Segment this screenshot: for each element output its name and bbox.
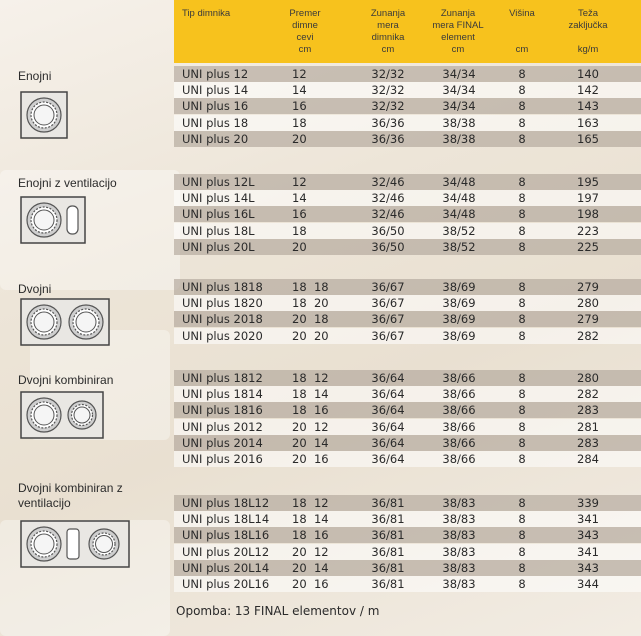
table-row (174, 206, 641, 222)
cell-name: UNI plus 14L (182, 191, 255, 206)
group-label-dvojni-kombiniran-ventilacija: Dvojni kombiniran z ventilacijo (18, 481, 123, 510)
double-chimney-icon (20, 298, 110, 346)
cell-premer: 18 16 (292, 528, 329, 543)
cell-final: 38/83 (442, 528, 476, 543)
cell-name: UNI plus 12L (182, 175, 255, 189)
cell-zunanja: 36/81 (371, 528, 405, 543)
cell-teza: 341 (577, 544, 599, 559)
cell-premer: 18 12 (292, 371, 329, 385)
cell-teza: 284 (577, 452, 599, 466)
cell-teza: 280 (577, 371, 599, 385)
cell-final: 38/66 (442, 435, 476, 450)
table-header (174, 0, 641, 63)
cell-name: UNI plus 18L12 (182, 496, 270, 510)
cell-teza: 197 (577, 191, 599, 206)
cell-premer: 18 14 (292, 387, 329, 402)
cell-zunanja: 36/50 (371, 223, 405, 238)
cell-final: 34/48 (442, 175, 476, 189)
cell-teza: 198 (577, 207, 599, 222)
cell-zunanja: 32/32 (371, 67, 405, 81)
table-row (174, 527, 641, 543)
cell-visina: 8 (518, 328, 526, 343)
header-premer: Premer dimne cevi cm (289, 8, 321, 55)
header-visina: Višina cm (509, 8, 535, 55)
cell-zunanja: 36/64 (371, 435, 405, 450)
cell-name: UNI plus 2020 (182, 328, 263, 343)
cell-teza: 163 (577, 115, 599, 130)
cell-teza: 223 (577, 223, 599, 238)
cell-visina: 8 (518, 387, 526, 402)
cell-premer: 16 (292, 99, 307, 114)
cell-zunanja: 36/64 (371, 371, 405, 385)
cell-visina: 8 (518, 528, 526, 543)
table-row (174, 131, 641, 147)
cell-zunanja: 36/81 (371, 512, 405, 527)
cell-premer: 20 16 (292, 577, 329, 591)
cell-teza: 142 (577, 83, 599, 98)
cell-name: UNI plus 18L14 (182, 512, 270, 527)
cell-teza: 140 (577, 67, 599, 81)
cell-teza: 282 (577, 328, 599, 343)
cell-teza: 282 (577, 387, 599, 402)
table-row (174, 544, 641, 560)
cell-visina: 8 (518, 175, 526, 189)
cell-premer: 20 14 (292, 560, 329, 575)
cell-visina: 8 (518, 67, 526, 81)
double-combined-chimney-icon (20, 391, 104, 439)
cell-final: 38/66 (442, 387, 476, 402)
cell-zunanja: 32/32 (371, 83, 405, 98)
cell-teza: 280 (577, 296, 599, 311)
cell-premer: 20 (292, 131, 307, 146)
cell-zunanja: 36/64 (371, 419, 405, 434)
cell-visina: 8 (518, 419, 526, 434)
cell-final: 38/66 (442, 371, 476, 385)
cell-premer: 20 12 (292, 419, 329, 434)
cell-final: 38/38 (442, 131, 476, 146)
cell-name: UNI plus 2014 (182, 435, 263, 450)
cell-name: UNI plus 20L12 (182, 544, 270, 559)
cell-name: UNI plus 20L14 (182, 560, 270, 575)
cell-final: 38/83 (442, 577, 476, 591)
table-row (174, 174, 641, 190)
group-label-enojni: Enojni (18, 69, 52, 83)
cell-zunanja: 32/46 (371, 191, 405, 206)
cell-premer: 14 (292, 83, 307, 98)
single-chimney-ventilation-icon (20, 196, 86, 244)
cell-teza: 343 (577, 560, 599, 575)
cell-zunanja: 32/46 (371, 207, 405, 222)
cell-teza: 343 (577, 528, 599, 543)
table-row (174, 370, 641, 386)
cell-zunanja: 36/64 (371, 452, 405, 466)
cell-final: 38/66 (442, 403, 476, 418)
cell-premer: 20 20 (292, 328, 329, 343)
cell-visina: 8 (518, 512, 526, 527)
cell-visina: 8 (518, 403, 526, 418)
header-teza: Teža zaključka kg/m (568, 8, 608, 55)
cell-final: 34/48 (442, 207, 476, 222)
group-label-dvojni: Dvojni (18, 282, 52, 296)
cell-teza: 281 (577, 419, 599, 434)
cell-name: UNI plus 16L (182, 207, 255, 222)
cell-visina: 8 (518, 435, 526, 450)
cell-premer: 12 (292, 67, 307, 81)
cell-zunanja: 36/64 (371, 403, 405, 418)
cell-premer: 18 12 (292, 496, 329, 510)
cell-final: 34/48 (442, 191, 476, 206)
cell-premer: 20 16 (292, 452, 329, 466)
cell-teza: 283 (577, 435, 599, 450)
cell-zunanja: 36/50 (371, 239, 405, 254)
cell-visina: 8 (518, 280, 526, 294)
cell-name: UNI plus 16 (182, 99, 249, 114)
cell-name: UNI plus 18 (182, 115, 249, 130)
table-row (174, 279, 641, 295)
table-row (174, 451, 641, 467)
cell-final: 38/66 (442, 452, 476, 466)
cell-zunanja: 36/36 (371, 131, 405, 146)
cell-visina: 8 (518, 191, 526, 206)
cell-final: 38/38 (442, 115, 476, 130)
cell-final: 38/83 (442, 560, 476, 575)
cell-premer: 18 18 (292, 280, 329, 294)
cell-final: 38/83 (442, 512, 476, 527)
cell-teza: 279 (577, 312, 599, 327)
table-row (174, 239, 641, 255)
group-label-enojni-ventilacija: Enojni z ventilacijo (18, 176, 117, 190)
table-row (174, 98, 641, 114)
cell-premer: 18 (292, 223, 307, 238)
header-zunanja: Zunanja mera dimnika cm (370, 8, 406, 55)
cell-teza: 143 (577, 99, 599, 114)
cell-final: 34/34 (442, 67, 476, 81)
cell-name: UNI plus 20L16 (182, 577, 270, 591)
table-row (174, 386, 641, 402)
header-tip: Tip dimnika (182, 8, 231, 19)
cell-zunanja: 36/67 (371, 296, 405, 311)
cell-name: UNI plus 20L (182, 239, 255, 254)
cell-premer: 18 (292, 115, 307, 130)
cell-zunanja: 36/81 (371, 496, 405, 510)
cell-final: 38/69 (442, 280, 476, 294)
cell-zunanja: 32/32 (371, 99, 405, 114)
cell-name: UNI plus 1818 (182, 280, 263, 294)
cell-zunanja: 36/81 (371, 560, 405, 575)
table-row (174, 560, 641, 576)
cell-name: UNI plus 1812 (182, 371, 263, 385)
cell-name: UNI plus 2012 (182, 419, 263, 434)
cell-premer: 14 (292, 191, 307, 206)
cell-final: 38/83 (442, 496, 476, 510)
cell-premer: 18 14 (292, 512, 329, 527)
cell-visina: 8 (518, 371, 526, 385)
cell-visina: 8 (518, 239, 526, 254)
cell-visina: 8 (518, 131, 526, 146)
cell-visina: 8 (518, 83, 526, 98)
cell-final: 38/69 (442, 312, 476, 327)
cell-visina: 8 (518, 99, 526, 114)
table-row (174, 82, 641, 98)
cell-teza: 195 (577, 175, 599, 189)
cell-name: UNI plus 18L16 (182, 528, 270, 543)
cell-visina: 8 (518, 312, 526, 327)
cell-premer: 20 12 (292, 544, 329, 559)
footnote: Opomba: 13 FINAL elementov / m (176, 604, 380, 618)
table-row (174, 223, 641, 239)
table-row (174, 435, 641, 451)
cell-teza: 339 (577, 496, 599, 510)
table-row (174, 115, 641, 131)
cell-premer: 20 (292, 239, 307, 254)
cell-final: 38/69 (442, 296, 476, 311)
cell-name: UNI plus 18L (182, 223, 255, 238)
cell-zunanja: 36/81 (371, 544, 405, 559)
cell-zunanja: 36/81 (371, 577, 405, 591)
cell-visina: 8 (518, 496, 526, 510)
cell-visina: 8 (518, 452, 526, 466)
single-chimney-icon (20, 91, 68, 139)
cell-name: UNI plus 2018 (182, 312, 263, 327)
cell-zunanja: 36/67 (371, 328, 405, 343)
table-row (174, 495, 641, 511)
table-row (174, 576, 641, 592)
cell-visina: 8 (518, 544, 526, 559)
cell-name: UNI plus 2016 (182, 452, 263, 466)
table-row (174, 419, 641, 435)
cell-zunanja: 36/67 (371, 312, 405, 327)
cell-visina: 8 (518, 560, 526, 575)
cell-premer: 20 14 (292, 435, 329, 450)
cell-final: 34/34 (442, 83, 476, 98)
cell-final: 38/52 (442, 223, 476, 238)
cell-visina: 8 (518, 223, 526, 238)
cell-final: 38/52 (442, 239, 476, 254)
table-row (174, 311, 641, 327)
table-row (174, 328, 641, 344)
cell-visina: 8 (518, 577, 526, 591)
cell-name: UNI plus 20 (182, 131, 249, 146)
cell-visina: 8 (518, 207, 526, 222)
cell-teza: 225 (577, 239, 599, 254)
cell-teza: 283 (577, 403, 599, 418)
cell-zunanja: 36/67 (371, 280, 405, 294)
cell-premer: 12 (292, 175, 307, 189)
cell-visina: 8 (518, 115, 526, 130)
cell-name: UNI plus 12 (182, 67, 249, 81)
cell-final: 38/66 (442, 419, 476, 434)
table-row (174, 190, 641, 206)
header-final: Zunanja mera FINAL element cm (432, 8, 484, 55)
cell-name: UNI plus 1820 (182, 296, 263, 311)
cell-name: UNI plus 1814 (182, 387, 263, 402)
cell-zunanja: 36/36 (371, 115, 405, 130)
table-row (174, 402, 641, 418)
cell-teza: 165 (577, 131, 599, 146)
double-combined-ventilation-chimney-icon (20, 520, 130, 568)
cell-final: 38/69 (442, 328, 476, 343)
cell-name: UNI plus 14 (182, 83, 249, 98)
table-row (174, 295, 641, 311)
cell-zunanja: 36/64 (371, 387, 405, 402)
cell-teza: 341 (577, 512, 599, 527)
cell-teza: 279 (577, 280, 599, 294)
cell-premer: 18 20 (292, 296, 329, 311)
cell-premer: 20 18 (292, 312, 329, 327)
cell-premer: 18 16 (292, 403, 329, 418)
cell-zunanja: 32/46 (371, 175, 405, 189)
cell-name: UNI plus 1816 (182, 403, 263, 418)
cell-final: 34/34 (442, 99, 476, 114)
cell-visina: 8 (518, 296, 526, 311)
table-row (174, 66, 641, 82)
group-label-dvojni-kombiniran: Dvojni kombiniran (18, 373, 114, 387)
table-row (174, 511, 641, 527)
cell-premer: 16 (292, 207, 307, 222)
cell-teza: 344 (577, 577, 599, 591)
cell-final: 38/83 (442, 544, 476, 559)
